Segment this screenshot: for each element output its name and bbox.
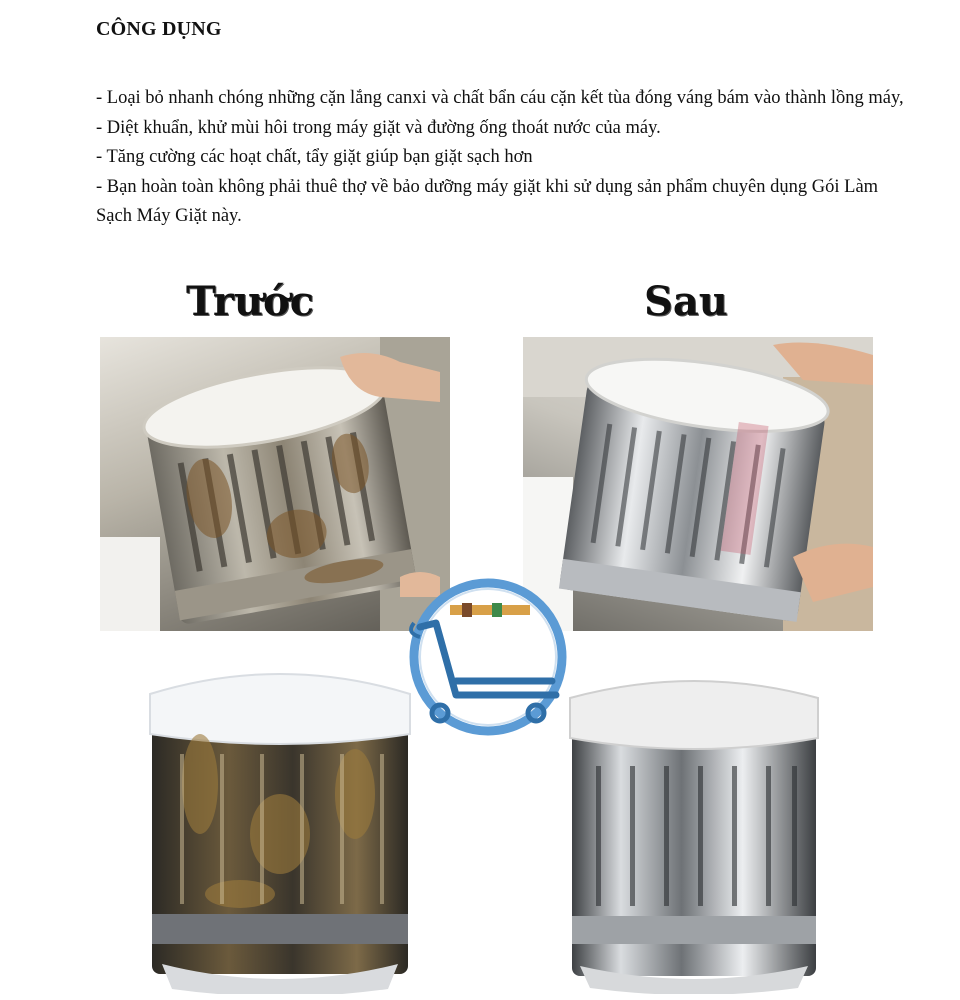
description-line-4: - Bạn hoàn toàn không phải thuê thợ về bảo dưỡng máy giặt khi sử dụng sản phẩm chuyên dụng Gói Làm Sạch Máy Giặt này. — [96, 176, 879, 226]
after-label: Sau — [644, 278, 728, 325]
section-heading: CÔNG DỤNG — [96, 18, 222, 40]
before-drum-image — [140, 664, 420, 994]
description-line-3: - Tăng cường các hoạt chất, tẩy giặt giúp bạn giặt sạch hơn — [96, 147, 533, 167]
description — [96, 84, 916, 232]
store-logo — [400, 577, 576, 737]
before-label: Trước — [186, 278, 315, 325]
description-line-1: - Loại bỏ nhanh chóng những cặn lắng canxi và chất bẩn cáu cặn kết tùa đóng váng bám vào thành lồng máy, — [96, 88, 904, 108]
before-drum-photo — [100, 337, 450, 631]
after-drum-image — [560, 676, 828, 994]
description-line-2: - Diệt khuẩn, khử mùi hôi trong máy giặt và đường ống thoát nước của máy. — [96, 117, 661, 138]
